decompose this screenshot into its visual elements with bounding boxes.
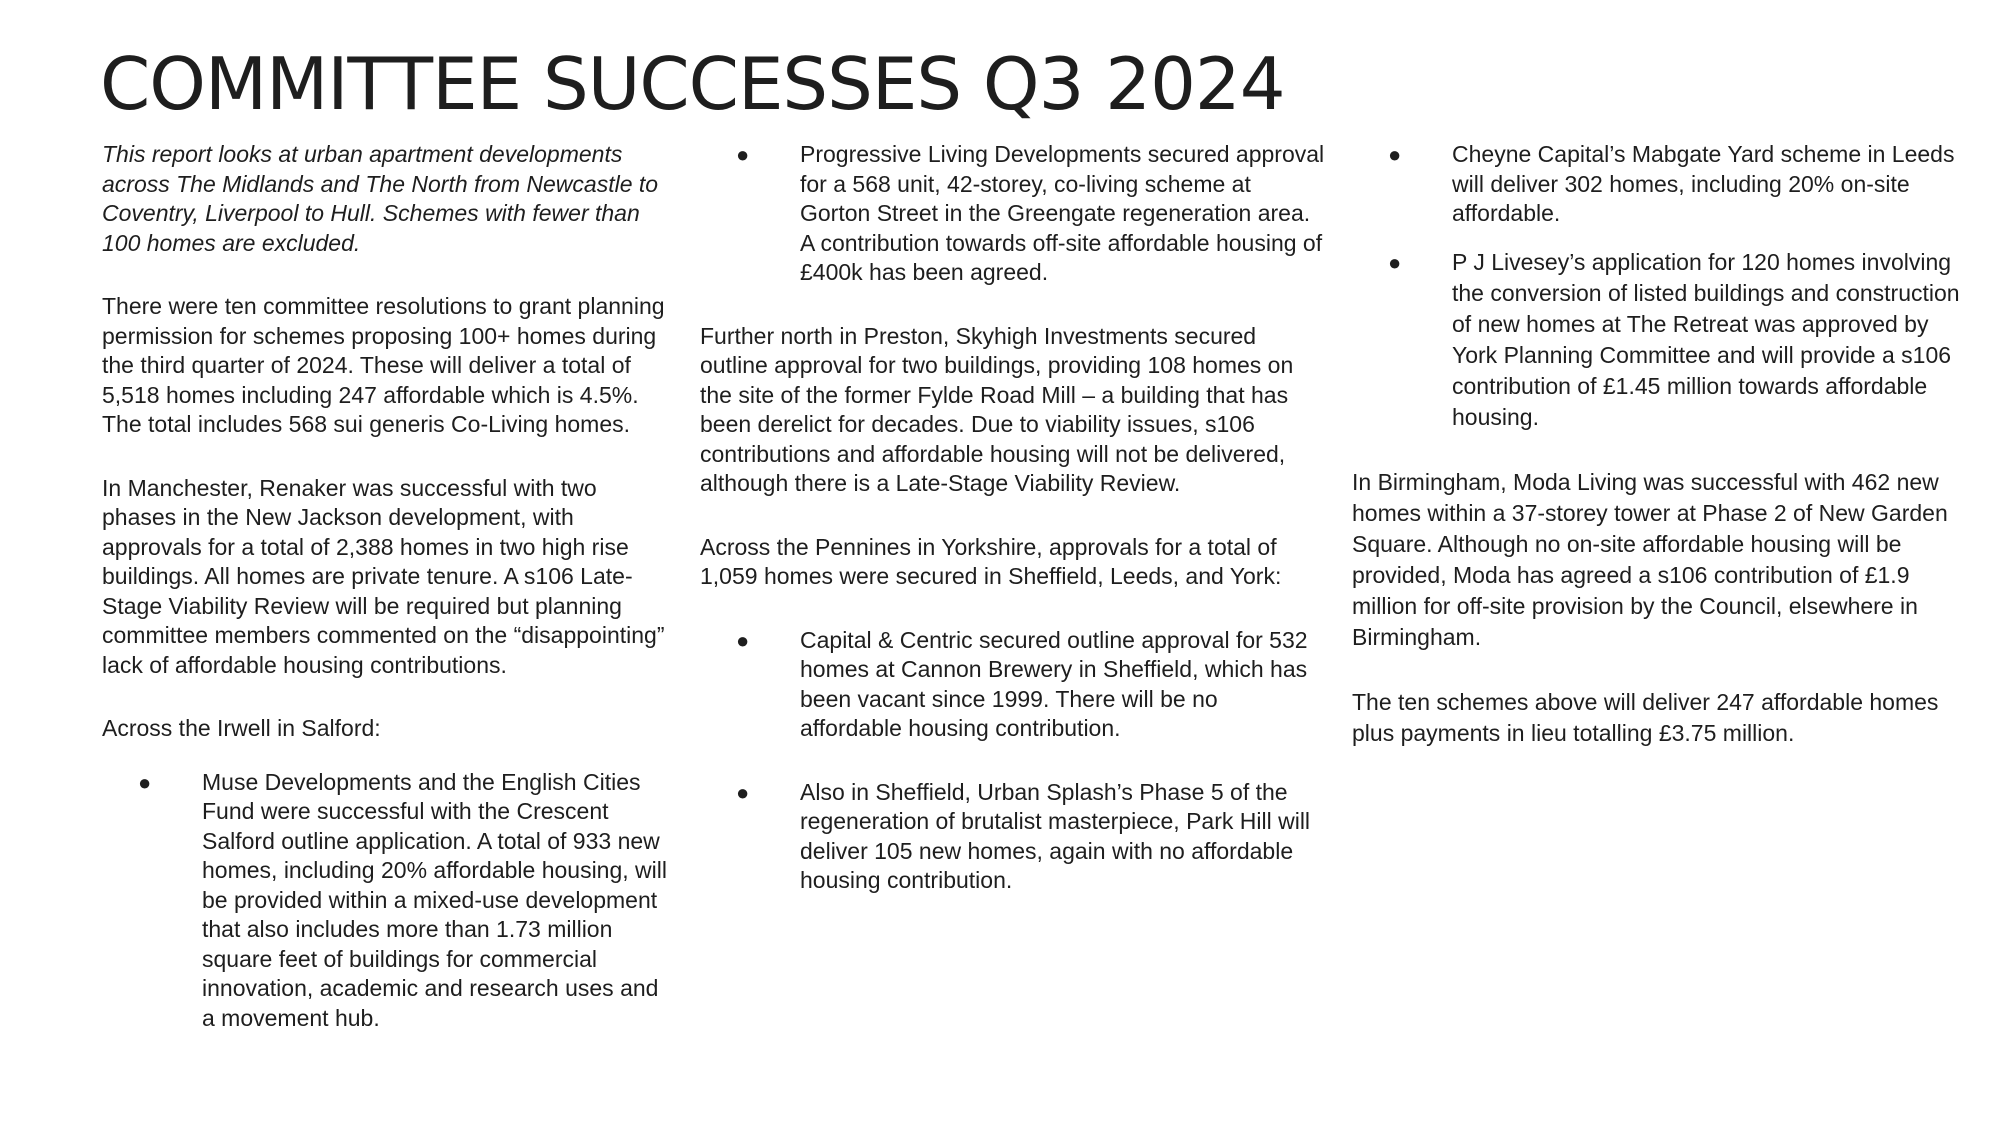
- bullet-icon: ●: [1388, 142, 1402, 167]
- list-item: [700, 626, 1325, 744]
- list-item-text: Muse Developments and the English Cities Fund were successful with the Crescent Salford outline application. A total of 933 new homes, including 20% affordable housing, will be provided within a mixed-use development that also includes more than 1.73 million square feet of buildings for commercial innovation, academic and research uses and a movement hub.: [202, 768, 667, 1031]
- column-2: [700, 140, 1325, 930]
- list-item-text: Capital & Centric secured outline approval for 532 homes at Cannon Brewery in Sheffield, which has been vacant since 1999. There will be no affordable housing contribution.: [800, 626, 1308, 741]
- column-1: [102, 140, 672, 1067]
- leeds-york-list: [1352, 140, 1962, 433]
- birmingham-paragraph: In Birmingham, Moda Living was successful with 462 new homes within a 37-storey tower at Phase 2 of New Garden Square. Although no on-site affordable housing will be provided, Moda has agreed a s106 contribution of £1.9 million for off-site provision by the Council, elsewhere in Birmingham.: [1352, 468, 1948, 650]
- bullet-icon: ●: [1388, 249, 1402, 275]
- bullet-icon: ●: [736, 779, 750, 805]
- list-item-text: Progressive Living Developments secured approval for a 568 unit, 42-storey, co-living scheme at Gorton Street in the Greengate regeneration area. A contribution towards off-site affordable housing of £400k has been agreed.: [800, 141, 1325, 285]
- preston-paragraph: Further north in Preston, Skyhigh Investments secured outline approval for two buildings, providing 108 homes on the site of the former Fylde Road Mill – a building that has been derelict for decades. Due to viability issues, s106 contributions and affordable housing will not be delivered, although there is a Late-Stage Viability Review.: [700, 322, 1294, 496]
- list-item-text: P J Livesey’s application for 120 homes involving the conversion of listed buildings and construction of new homes at The Retreat was approved by York Planning Committee and will provide a s106 contribution of £1.45 million towards affordable housing.: [1452, 248, 1960, 430]
- yorkshire-intro: Across the Pennines in Yorkshire, approvals for a total of 1,059 homes were secured in Sheffield, Leeds, and York:: [700, 533, 1282, 589]
- bullet-icon: ●: [736, 627, 750, 653]
- list-item: [1352, 247, 1962, 433]
- sheffield-list: [700, 626, 1325, 896]
- list-item-text: Also in Sheffield, Urban Splash’s Phase 5 of the regeneration of brutalist masterpiece, Park Hill will deliver 105 new homes, again with no affordable housing contribution.: [800, 778, 1311, 893]
- manchester-paragraph: In Manchester, Renaker was successful with two phases in the New Jackson development, with approvals for a total of 2,388 homes in two high rise buildings. All homes are private tenure. A s106 Late-Stage Viability Review will be required but planning committee members commented on the “disappointing” lack of affordable housing contributions.: [102, 474, 665, 678]
- list-item: [700, 778, 1325, 896]
- bullet-icon: ●: [138, 769, 152, 795]
- list-item: [700, 140, 1325, 288]
- column-3: [1352, 140, 1962, 783]
- list-item: [102, 768, 672, 1034]
- list-item: [1352, 140, 1962, 229]
- totals-paragraph: The ten schemes above will deliver 247 affordable homes plus payments in lieu totalling £3.75 million.: [1352, 688, 1939, 746]
- page-title: COMMITTEE SUCCESSES Q3 2024: [100, 42, 1285, 126]
- bullet-icon: ●: [736, 142, 750, 167]
- salford-list: [102, 768, 672, 1034]
- salford-intro: Across the Irwell in Salford:: [102, 715, 381, 741]
- list-item-text: Cheyne Capital’s Mabgate Yard scheme in Leeds will deliver 302 homes, including 20% on-site affordable.: [1452, 141, 1955, 226]
- summary-paragraph: There were ten committee resolutions to grant planning permission for schemes proposing 100+ homes during the third quarter of 2024. These will deliver a total of 5,518 homes including 247 affordable which is 4.5%. The total includes 568 sui generis Co-Living homes.: [102, 293, 665, 437]
- greengate-list: [700, 140, 1325, 288]
- intro-paragraph: This report looks at urban apartment developments across The Midlands and The North from Newcastle to Coventry, Liverpool to Hull. Schemes with fewer than 100 homes are excluded.: [102, 141, 659, 256]
